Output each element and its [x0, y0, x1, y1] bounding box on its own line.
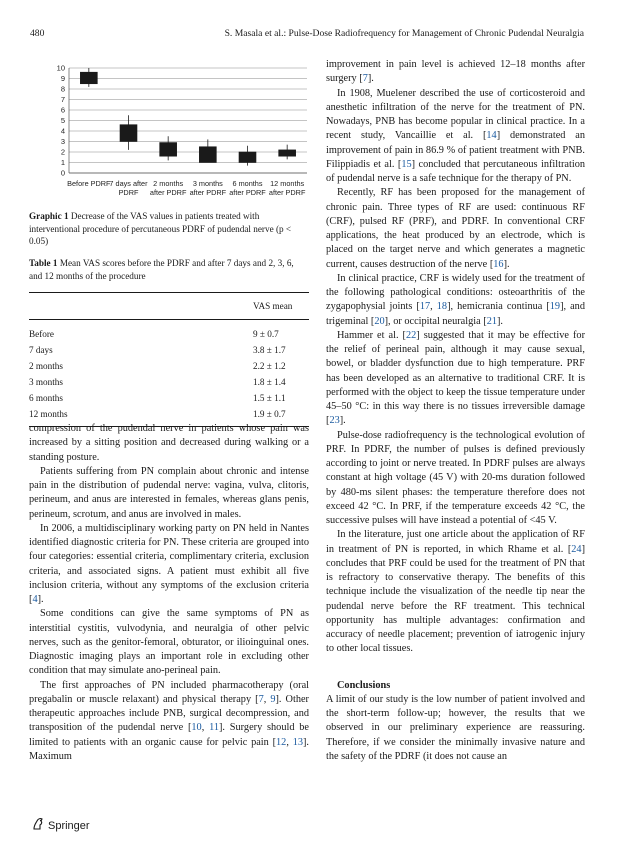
table-row — [29, 358, 309, 374]
citation-link[interactable]: 19 — [549, 301, 561, 313]
paragraph: In the literature, just one article about the application of RF in treatment of PN is reported, in which Rhame et al. [24] concludes that PRF could be used for the treatment of PN that is refractory to conservative therapy. The benefits of this technique include the visualization of the needle tip near the pudendal nerve before the RF treatment. This technical opportunity has multiple advantages: confirmation and accuracy of needle placement; prevention of iatrogenic injury to other local tissues. — [326, 529, 585, 655]
row-value: 1.9 ± 0.7 — [253, 406, 309, 427]
section-heading: Conclusions — [337, 679, 391, 691]
citation-link[interactable]: 13 — [292, 736, 303, 748]
graphic-label: Graphic 1 — [29, 211, 69, 221]
page-number: 480 — [30, 28, 45, 39]
x-tick-label: 2 months — [153, 179, 184, 188]
table-label: Table 1 — [29, 258, 58, 268]
paragraph: Recently, RF has been proposed for the management of chronic pain. Three types of RF are used: continuous RF (CRF), pulsed RF (PRF), and PDRF. In conventional CRF applications, the heat produced by an electrode, which is placed on the target nerve and which generates a magnetic current, causes destruction of the nerve [16]. — [326, 187, 585, 270]
left-body-text — [29, 422, 309, 764]
page-header — [30, 28, 584, 42]
y-tick-label: 7 — [60, 95, 65, 104]
y-tick-label: 2 — [60, 147, 65, 157]
y-tick-label: 0 — [60, 168, 65, 178]
citation-link[interactable]: 9 — [270, 693, 276, 705]
x-tick-label: Before PDRF — [67, 179, 111, 188]
row-label: 3 months — [29, 377, 63, 387]
citation-link[interactable]: 22 — [406, 329, 417, 341]
y-tick-label: 5 — [60, 116, 65, 125]
paragraph: The first approaches of PN included pharmacotherapy (oral pregabalin or muscle relaxant) and physical therapy [7, 9]. Other therapeutic approaches include PNB, surgical decompression, and transposition of the pudendal nerve [10, 11]. Surgery should be limited to patients with an organic cause for pelvic pain [12, 13]. Maximum — [29, 679, 309, 762]
row-label: Before — [29, 329, 54, 339]
x-tick-label: 12 months — [270, 179, 305, 188]
springer-horse-icon — [31, 817, 45, 834]
paragraph: A limit of our study is the low number of patient involved and the short-term follow-up; however, the results that we observed in our preliminary experience are reassuring. Therefore, if we consider the minimally invasive nature and the safety of the PDRF (it does not cause an — [326, 693, 585, 762]
x-tick-label: 6 months — [232, 179, 263, 188]
citation-link[interactable]: 14 — [486, 130, 497, 142]
y-tick-label: 6 — [60, 105, 65, 115]
row-label: 2 months — [29, 361, 63, 371]
box — [120, 125, 137, 142]
paragraph: Hammer et al. [22] suggested that it may be effective for the relief of perineal pain, although it may cause sexual, bowel, or bladder dysfunction due to high temperature. PRF has been developed as an alternative to traditional CRF. It is performed with the object to keep the tissue temperature under 45–50 °C: in this way there is no tissues irreversible damage [23]. — [326, 329, 585, 427]
row-value: 2.2 ± 1.2 — [253, 361, 286, 371]
table-header-vas: VAS mean — [253, 301, 309, 320]
row-value: 9 ± 0.7 — [253, 329, 279, 339]
citation-link[interactable]: 11 — [209, 722, 219, 734]
page-footer — [31, 817, 90, 834]
y-tick-label: 8 — [60, 84, 65, 94]
table-row — [29, 390, 309, 406]
paragraph: improvement in pain level is achieved 12–18 months after surgery [7]. — [326, 59, 585, 85]
citation-link[interactable]: 17 — [419, 301, 431, 313]
citation-link[interactable]: 18 — [436, 301, 448, 313]
right-body-text — [326, 58, 585, 764]
paragraph: Some conditions can give the same symptoms of PN as interstitial cystitis, vulvodynia, and neuralgia of other pelvic nerves, such as the genitor-femoral, obturator, or ilioinguinal ones. Diagnostic imaging plays an important role in excluding other condition that may simulate ano-perineal pain. — [29, 608, 309, 677]
table-row — [29, 374, 309, 390]
table-caption-text: Mean VAS scores before the PDRF and after 7 days and 2, 3, 6, and 12 months of the procedure — [29, 258, 294, 281]
left-column — [29, 58, 309, 762]
x-tick-label: 3 months — [192, 179, 223, 188]
row-value: 3.8 ± 1.7 — [253, 345, 286, 355]
row-label: 12 months — [29, 406, 253, 427]
citation-link[interactable]: 21 — [486, 315, 497, 327]
table-row — [29, 320, 309, 343]
graphic-caption — [29, 210, 309, 248]
citation-link[interactable]: 23 — [329, 415, 340, 427]
box — [80, 72, 97, 84]
graphic-caption-text: Decrease of the VAS values in patients treated with interventional procedure of percutaneous PDRF of pudendal nerve (p < 0.05) — [29, 211, 292, 247]
row-label: 7 days — [29, 345, 53, 355]
citation-link[interactable]: 24 — [571, 543, 582, 555]
citation-link[interactable]: 12 — [276, 736, 287, 748]
x-tick-label: after PDRF — [229, 188, 266, 197]
box — [160, 143, 177, 157]
citation-link[interactable]: 7 — [362, 73, 368, 85]
box — [239, 152, 256, 163]
citation-link[interactable]: 7 — [258, 693, 264, 705]
x-tick-label: 7 days after — [109, 179, 148, 188]
running-head: S. Masala et al.: Pulse-Dose Radiofrequency for Management of Chronic Pudendal Neuralgia — [224, 28, 584, 39]
x-tick-label: after PDRF — [268, 188, 306, 197]
paragraph: compression of the pudendal nerve in patients whose pain was increased by a sitting position and decreased during walking or a standing posture. — [29, 423, 309, 463]
paragraph: Patients suffering from PN complain about chronic and intense pain in the distribution of pudendal nerve: vagina, vulva, clitoris, perineum, and anus are interested in females, whereas glans penis, perineum, scrotum, and anus are involved in males. — [29, 465, 309, 520]
table-caption — [29, 257, 309, 282]
y-tick-label: 4 — [60, 126, 65, 136]
paragraph: In 1908, Muelener described the use of corticosteroid and anesthetic infiltration of the nerve for the treatment of PN. Nowadays, PNB has become popular in clinical practice. In a recent study, Vancaillie et al. [14] demonstrated an improvement of pain in 86.9 % of patient treatment with PNB. Filippiadis et al. [15] concluded that percutaneous infiltration of pudendal nerve is a safe technique for the therapy of PN. — [326, 87, 585, 184]
x-tick-label: PDRF — [118, 188, 139, 197]
citation-link[interactable]: 15 — [401, 158, 412, 170]
row-label: 6 months — [29, 393, 63, 403]
chart-svg — [29, 58, 309, 208]
paragraph: In 2006, a multidisciplinary working party on PN held in Nantes identified diagnostic criteria for PN. These criteria are grouped into four categories: essential criteria, complimentary criteria, exclusion criteria, and associated signs. A patient must exhibit all five inclusion criteria, without any symptoms of the exclusion criteria [4]. — [29, 522, 309, 605]
publisher-name: Springer — [48, 819, 90, 832]
citation-link[interactable]: 20 — [374, 315, 385, 327]
y-tick-label: 1 — [60, 158, 65, 167]
y-tick-label: 9 — [60, 74, 65, 83]
y-tick-label: 3 — [60, 137, 65, 146]
paragraph: Pulse-dose radiofrequency is the technological evolution of PRF. In PDRF, the number of pulses is defined previously according to joint or nerve treated. In PDRF pulses are always constant at high voltage (45 V) with 20-ms duration followed by 480-ms silent phases: the temperature therefore does not exceed 42 °C. In PRF, if the temperature exceeds 42 °C, the successive pulses will have instead a potential of <45 V. — [326, 429, 585, 526]
table-row — [29, 342, 309, 358]
citation-link[interactable]: 16 — [493, 258, 504, 270]
citation-link[interactable]: 10 — [191, 722, 202, 734]
box — [279, 150, 296, 156]
citation-link[interactable]: 4 — [32, 594, 38, 605]
x-tick-label: after PDRF — [149, 188, 187, 197]
row-value: 1.8 ± 1.4 — [253, 377, 286, 387]
vas-boxplot — [29, 58, 309, 208]
row-value: 1.5 ± 1.1 — [253, 393, 286, 403]
box — [199, 147, 216, 163]
x-tick-label: after PDRF — [189, 188, 227, 197]
y-tick-label: 10 — [56, 63, 65, 73]
paragraph: In clinical practice, CRF is widely used for the treatment of the following pathological conditions: osteoarthritis of the zygapophysial joints [17, 18], hemicrania continua [19], and trigeminal [20], or occipital neuralgia [21]. — [326, 272, 585, 327]
vas-table — [29, 292, 309, 427]
